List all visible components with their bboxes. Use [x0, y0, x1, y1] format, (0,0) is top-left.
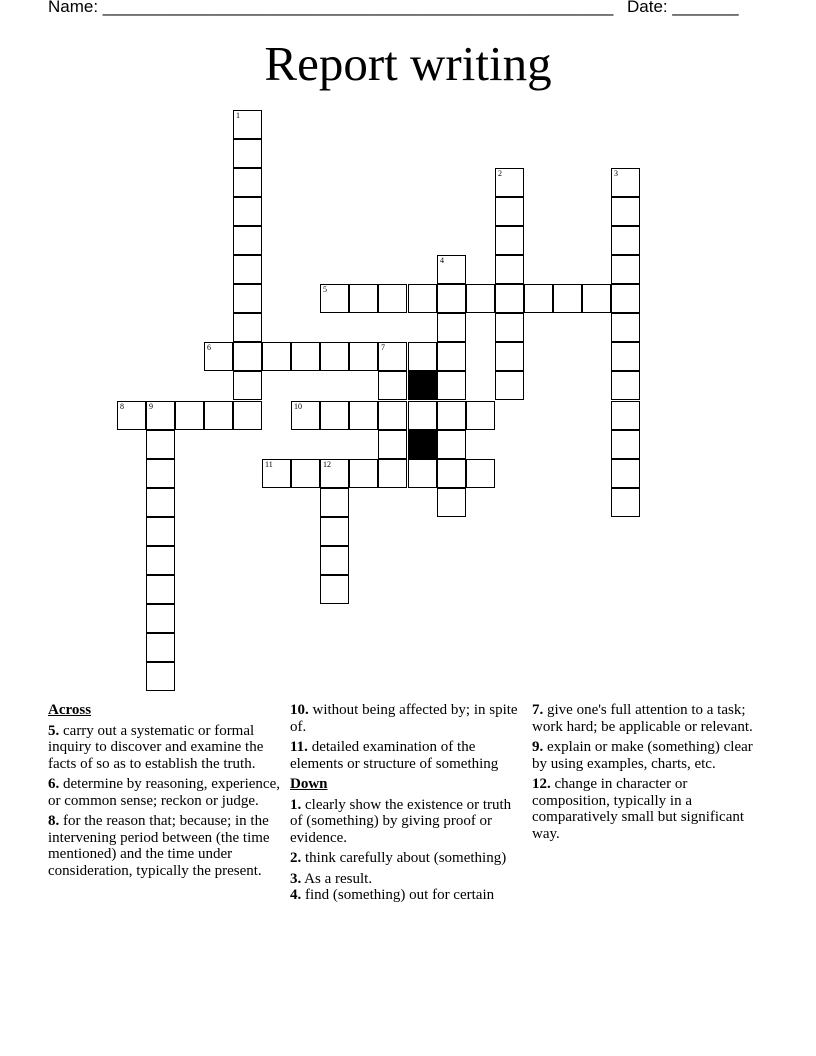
grid-cell[interactable]: [437, 284, 466, 313]
clue-number: 11.: [290, 739, 308, 755]
grid-cell[interactable]: [408, 342, 437, 371]
grid-block: [408, 430, 437, 459]
cell-number: 9: [149, 402, 153, 411]
date-field-label: Date: _______: [627, 0, 739, 16]
grid-cell[interactable]: [495, 284, 524, 313]
grid-cell[interactable]: [524, 284, 553, 313]
grid-cell[interactable]: [378, 401, 407, 430]
grid-cell[interactable]: [146, 401, 175, 430]
grid-cell[interactable]: [349, 459, 378, 488]
grid-cell[interactable]: [495, 226, 524, 255]
clue-across-10: [290, 702, 525, 735]
grid-cell[interactable]: [146, 604, 175, 633]
grid-cell[interactable]: [437, 430, 466, 459]
grid-cell[interactable]: [146, 488, 175, 517]
clue-across-6: [48, 776, 283, 809]
clue-number: 10.: [290, 702, 309, 718]
grid-cell[interactable]: [408, 401, 437, 430]
grid-cell[interactable]: [291, 459, 320, 488]
cell-number: 8: [120, 402, 124, 411]
clue-text: give one's full attention to a task; work hard; be applicable or relevant.: [532, 702, 753, 735]
clue-column-2: [290, 702, 525, 908]
cell-number: 1: [236, 111, 240, 120]
cell-number: 4: [440, 256, 444, 265]
grid-cell[interactable]: [233, 110, 262, 139]
grid-cell[interactable]: [611, 488, 640, 517]
clue-down-2: [290, 850, 525, 867]
grid-cell[interactable]: [320, 342, 349, 371]
grid-cell[interactable]: [146, 575, 175, 604]
grid-cell[interactable]: [495, 371, 524, 400]
page-title: Report writing: [264, 36, 552, 91]
grid-block: [408, 371, 437, 400]
grid-cell[interactable]: [437, 488, 466, 517]
grid-cell[interactable]: [611, 313, 640, 342]
clue-text: carry out a systematic or formal inquiry to discover and examine the facts of so as to establish the truth.: [48, 722, 264, 772]
clue-text: As a result.: [301, 870, 373, 887]
clue-down-9: [532, 739, 767, 772]
cell-number: 2: [498, 169, 502, 178]
cell-number: 5: [323, 285, 327, 294]
grid-cell[interactable]: [291, 342, 320, 371]
grid-cell[interactable]: [146, 546, 175, 575]
cell-number: 12: [323, 460, 331, 469]
grid-cell[interactable]: [233, 168, 262, 197]
grid-cell[interactable]: [437, 459, 466, 488]
grid-cell[interactable]: [146, 662, 175, 691]
grid-cell[interactable]: [146, 517, 175, 546]
grid-cell[interactable]: [117, 401, 146, 430]
clue-text: detailed examination of the elements or structure of something: [290, 739, 499, 772]
clue-across-11: [290, 739, 525, 772]
grid-cell[interactable]: [175, 401, 204, 430]
grid-cell[interactable]: [495, 197, 524, 226]
clue-down-7: [532, 702, 767, 735]
grid-cell[interactable]: [320, 575, 349, 604]
grid-cell[interactable]: [378, 371, 407, 400]
clue-text: find (something) out for certain: [301, 887, 495, 903]
grid-cell[interactable]: [466, 284, 495, 313]
grid-cell[interactable]: [611, 401, 640, 430]
clue-number: 12.: [532, 776, 551, 792]
grid-cell[interactable]: [262, 459, 291, 488]
grid-cell[interactable]: [437, 255, 466, 284]
clue-text: for the reason that; because; in the intervening period between (the time mentioned) and the time under consideration, typically the present.: [48, 813, 270, 879]
grid-cell[interactable]: [262, 342, 291, 371]
clue-number: 5.: [48, 722, 60, 739]
cell-number: 10: [294, 402, 302, 411]
grid-cell[interactable]: [611, 459, 640, 488]
grid-cell[interactable]: [320, 546, 349, 575]
clue-number: 6.: [48, 776, 60, 792]
clue-down-4: [290, 887, 525, 904]
grid-cell[interactable]: [611, 371, 640, 400]
name-field-label: Name: ______________________________________________________: [48, 0, 614, 16]
grid-cell[interactable]: [408, 284, 437, 313]
grid-cell[interactable]: [466, 401, 495, 430]
clue-number: 3.: [290, 870, 302, 887]
grid-cell[interactable]: [466, 459, 495, 488]
clue-text: clearly show the existence or truth of (something) by giving proof or evidence.: [290, 796, 512, 846]
grid-cell[interactable]: [378, 284, 407, 313]
clue-text: change in character or composition, typically in a comparatively small but significant way.: [532, 776, 745, 842]
down-heading: Down: [290, 776, 328, 792]
grid-cell[interactable]: [611, 255, 640, 284]
grid-cell[interactable]: [320, 459, 349, 488]
clue-down-1: [290, 797, 525, 847]
grid-cell[interactable]: [320, 488, 349, 517]
grid-cell[interactable]: [495, 255, 524, 284]
clue-number: 7.: [532, 702, 544, 718]
grid-cell[interactable]: [378, 342, 407, 371]
grid-cell[interactable]: [233, 197, 262, 226]
cell-number: 3: [614, 169, 618, 178]
grid-cell[interactable]: [146, 459, 175, 488]
grid-cell[interactable]: [233, 255, 262, 284]
clue-text: determine by reasoning, experience, or common sense; reckon or judge.: [48, 776, 280, 809]
grid-cell[interactable]: [233, 371, 262, 400]
clue-column-1: [48, 702, 283, 883]
grid-cell[interactable]: [349, 284, 378, 313]
clue-number: 4.: [290, 887, 302, 903]
grid-cell[interactable]: [611, 430, 640, 459]
grid-cell[interactable]: [437, 371, 466, 400]
clue-text: think carefully about (something): [301, 850, 507, 866]
clue-number: 2.: [290, 850, 302, 866]
grid-cell[interactable]: [437, 342, 466, 371]
clue-text: explain or make (something) clear by using examples, charts, etc.: [532, 739, 753, 772]
clue-number: 9.: [532, 739, 544, 755]
clue-number: 8.: [48, 813, 60, 829]
grid-cell[interactable]: [233, 342, 262, 371]
grid-cell[interactable]: [378, 430, 407, 459]
grid-cell[interactable]: [349, 342, 378, 371]
grid-cell[interactable]: [146, 430, 175, 459]
grid-cell[interactable]: [204, 342, 233, 371]
grid-cell[interactable]: [495, 313, 524, 342]
grid-cell[interactable]: [291, 401, 320, 430]
grid-cell[interactable]: [233, 284, 262, 313]
grid-cell[interactable]: [320, 517, 349, 546]
grid-cell[interactable]: [437, 401, 466, 430]
grid-cell[interactable]: [582, 284, 611, 313]
across-heading: Across: [48, 702, 92, 718]
cell-number: 11: [265, 460, 273, 469]
grid-cell[interactable]: [204, 401, 233, 430]
clue-column-3: [532, 702, 767, 846]
grid-cell[interactable]: [378, 459, 407, 488]
grid-cell[interactable]: [495, 168, 524, 197]
cell-number: 7: [381, 343, 385, 352]
grid-cell[interactable]: [233, 401, 262, 430]
grid-cell[interactable]: [233, 313, 262, 342]
grid-cell[interactable]: [611, 342, 640, 371]
grid-cell[interactable]: [437, 313, 466, 342]
grid-cell[interactable]: [146, 633, 175, 662]
grid-cell[interactable]: [553, 284, 582, 313]
grid-cell[interactable]: [611, 197, 640, 226]
clue-down-3: [290, 871, 525, 888]
clue-across-5: [48, 723, 283, 773]
clue-number: 1.: [290, 796, 302, 813]
clue-text: without being affected by; in spite of.: [290, 702, 518, 735]
grid-cell[interactable]: [408, 459, 437, 488]
grid-cell[interactable]: [611, 226, 640, 255]
grid-cell[interactable]: [320, 401, 349, 430]
grid-cell[interactable]: [495, 342, 524, 371]
grid-cell[interactable]: [320, 284, 349, 313]
grid-cell[interactable]: [611, 284, 640, 313]
clue-across-8: [48, 813, 283, 879]
clue-down-12: [532, 776, 767, 842]
grid-cell[interactable]: [611, 168, 640, 197]
grid-cell[interactable]: [233, 226, 262, 255]
cell-number: 6: [207, 343, 211, 352]
grid-cell[interactable]: [349, 401, 378, 430]
grid-cell[interactable]: [233, 139, 262, 168]
